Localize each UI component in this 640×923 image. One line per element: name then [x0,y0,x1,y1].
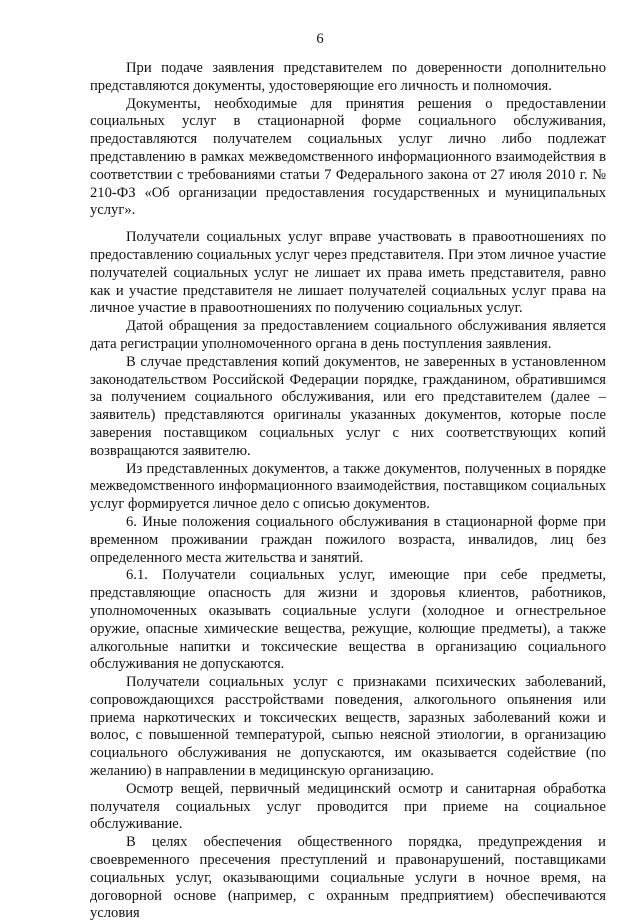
paragraph-medical-inspection: Осмотр вещей, первичный медицинский осмотр и санитарная обработка получателя социальных услуг проводится при приеме на социальное обслуживание. [90,780,606,833]
paragraph-admission-restrictions: Получатели социальных услуг с признаками психических заболеваний, сопровождающихся расстройствами поведения, алкогольного опьянения или приема наркотических и токсических веществ, заразных заболеваний кожи и волос, с повышенной температурой, сыпью неясной этиологии, в организацию социального обслуживания не допускаются, им оказывается содействие (по желанию) в направлении в медицинскую организацию. [90,674,606,780]
paragraph-application-date: Датой обращения за предоставлением социального обслуживания является дата регистрации уполномоченного органа в день поступления заявления. [90,318,606,352]
paragraph-personal-file: Из представленных документов, а также документов, полученных в порядке межведомственного информационного взаимодействия, поставщиком социальных услуг формируется личное дело с описью документов. [90,460,606,513]
paragraph-section-6-heading: 6. Иные положения социального обслуживания в стационарной форме при временном проживании граждан пожилого возраста, инвалидов, лиц без определенного места жительства и занятий. [90,513,606,566]
document-body [90,60,606,923]
paragraph-document-copies: В случае представления копий документов, не заверенных в установленном законодательством Российской Федерации порядке, гражданином, обратившимся за получением социального обслуживания, или его представителем (далее – заявитель) представляются оригиналы указанных документов, которые после заверения поставщиком социальных услуг с них соответствующих копий возвращаются заявителю. [90,353,606,459]
page-number: 6 [316,31,324,47]
paragraph-public-order: В целях обеспечения общественного порядка, предупреждения и своевременного пресечения преступлений и правонарушений, поставщиками социальных услуг, оказывающими социальные услуги в ночное время, на договорной основе (например, с охранным предприятием) обеспечиваются условия [90,834,606,922]
paragraph-required-documents: Документы, необходимые для принятия решения о предоставлении социальных услуг в стационарной форме социального обслуживания, предоставляются получателем социальных услуг лично либо подлежат представлению в рамках межведомственного информационного взаимодействия в соответствии с требованиями статьи 7 Федерального закона от 27 июля 2010 г. № 210-ФЗ «Об организации предоставления государственных и муниципальных услуг». [90,95,606,219]
paragraph-representative-documents: При подаче заявления представителем по доверенности дополнительно представляются документы, удостоверяющие его личность и полномочия. [90,60,606,94]
paragraph-section-6-1: 6.1. Получатели социальных услуг, имеющие при себе предметы, представляющие опасность для жизни и здоровья клиентов, работников, уполномоченных оказывать социальные услуги (холодное и огнестрельное оружие, опасные химические вещества, режущие, колющие предметы), а также алкогольные напитки и токсические вещества в организацию социального обслуживания не допускаются. [90,567,606,673]
paragraph-representation-rights: Получатели социальных услуг вправе участвовать в правоотношениях по предоставлению социальных услуг через представителя. При этом личное участие получателей социальных услуг не лишает их права иметь представителя, равно как и участие представителя не лишает получателей социальных услуг права на личное участие в правоотношениях по получению социальных услуг. [90,229,606,317]
